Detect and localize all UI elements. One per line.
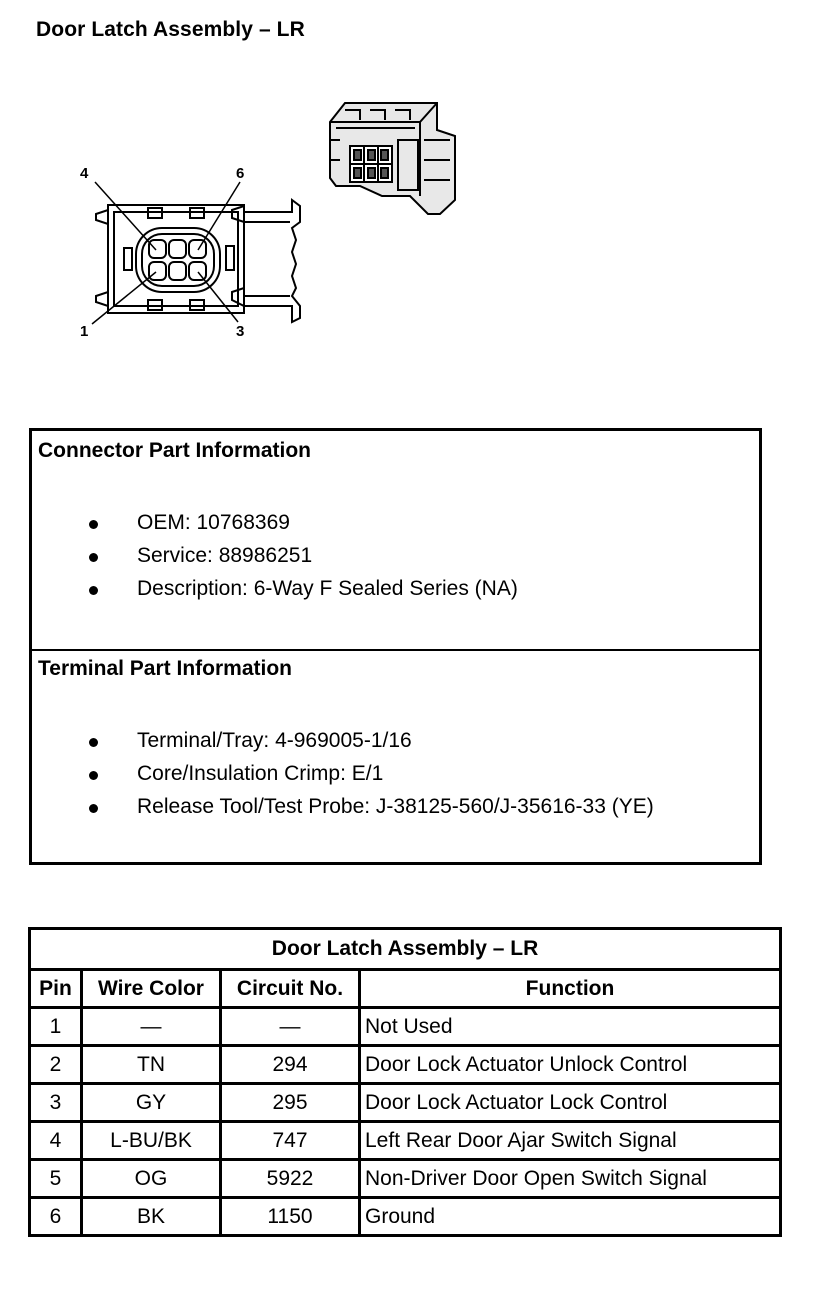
bullet-icon: [89, 586, 98, 595]
pin-table: [28, 927, 782, 1237]
list-item: [32, 729, 654, 762]
table-row: [30, 1046, 781, 1084]
cell-function: Ground: [360, 1198, 781, 1236]
part-information-box: [29, 428, 762, 865]
list-item-text: Terminal/Tray: 4-969005-1/16: [137, 729, 412, 752]
header-function: Function: [360, 970, 781, 1008]
header-circuit-no: Circuit No.: [221, 970, 360, 1008]
cell-pin: 3: [30, 1084, 82, 1122]
table-row: [30, 1008, 781, 1046]
cell-circuit-no: 1150: [221, 1198, 360, 1236]
terminal-part-information-heading: Terminal Part Information: [38, 657, 292, 680]
cell-wire-color: GY: [82, 1084, 221, 1122]
list-item: [32, 762, 654, 795]
cell-circuit-no: 747: [221, 1122, 360, 1160]
bullet-icon: [89, 804, 98, 813]
connector-part-information-heading: Connector Part Information: [38, 439, 312, 462]
cell-function: Door Lock Actuator Lock Control: [360, 1084, 781, 1122]
cell-function: Non-Driver Door Open Switch Signal: [360, 1160, 781, 1198]
cell-wire-color: —: [82, 1008, 221, 1046]
cell-function: Door Lock Actuator Unlock Control: [360, 1046, 781, 1084]
list-item-text: Description: 6-Way F Sealed Series (NA): [137, 577, 518, 600]
list-item: [32, 511, 518, 544]
list-item-text: OEM: 10768369: [137, 511, 290, 534]
cell-function: Not Used: [360, 1008, 781, 1046]
pin-label-1: 1: [80, 323, 89, 340]
pin-label-6: 6: [236, 165, 245, 182]
cell-circuit-no: 5922: [221, 1160, 360, 1198]
header-wire-color: Wire Color: [82, 970, 221, 1008]
cell-wire-color: BK: [82, 1198, 221, 1236]
table-row: [30, 1160, 781, 1198]
cell-pin: 1: [30, 1008, 82, 1046]
list-item: [32, 577, 518, 610]
cell-function: Left Rear Door Ajar Switch Signal: [360, 1122, 781, 1160]
terminal-part-list: [32, 729, 654, 828]
bullet-icon: [89, 771, 98, 780]
cell-circuit-no: 295: [221, 1084, 360, 1122]
cell-pin: 6: [30, 1198, 82, 1236]
terminal-part-information: [32, 649, 759, 862]
connector-isometric-view: [330, 103, 455, 214]
bullet-icon: [89, 520, 98, 529]
table-row: [30, 1122, 781, 1160]
list-item: [32, 544, 518, 577]
cell-pin: 2: [30, 1046, 82, 1084]
connector-part-information: [32, 431, 759, 651]
pin-label-4: 4: [80, 165, 89, 182]
cell-circuit-no: —: [221, 1008, 360, 1046]
page-title: Door Latch Assembly – LR: [36, 18, 305, 41]
table-row: [30, 1198, 781, 1236]
table-header-row: [30, 970, 781, 1008]
table-row: [30, 1084, 781, 1122]
pin-label-3: 3: [236, 323, 245, 340]
list-item: [32, 795, 654, 828]
cell-pin: 4: [30, 1122, 82, 1160]
connector-illustration: [0, 0, 832, 400]
list-item-text: Release Tool/Test Probe: J-38125-560/J-35616-33 (YE): [137, 795, 654, 818]
connector-face-view: [92, 182, 300, 324]
cell-circuit-no: 294: [221, 1046, 360, 1084]
bullet-icon: [89, 553, 98, 562]
bullet-icon: [89, 738, 98, 747]
cell-wire-color: L-BU/BK: [82, 1122, 221, 1160]
list-item-text: Service: 88986251: [137, 544, 313, 567]
cell-wire-color: OG: [82, 1160, 221, 1198]
cell-pin: 5: [30, 1160, 82, 1198]
connector-part-list: [32, 511, 518, 610]
table-caption: Door Latch Assembly – LR: [30, 929, 781, 970]
cell-wire-color: TN: [82, 1046, 221, 1084]
header-pin: Pin: [30, 970, 82, 1008]
list-item-text: Core/Insulation Crimp: E/1: [137, 762, 384, 785]
